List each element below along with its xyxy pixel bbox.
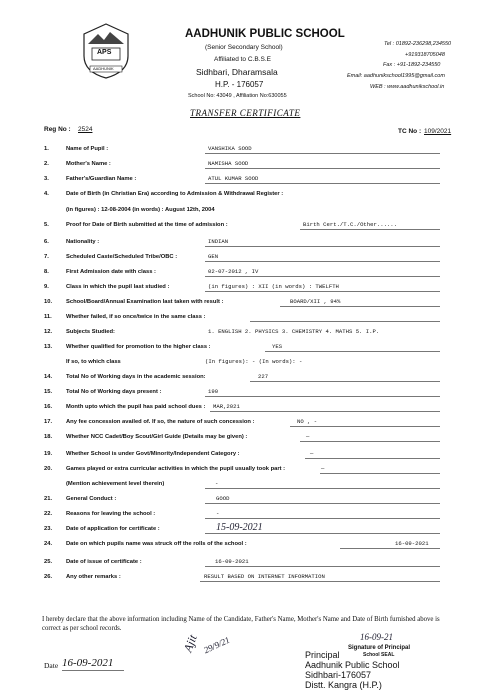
school-number: School No: 43049 , Affiliation No:630055 (188, 93, 287, 99)
row-underline (205, 488, 440, 489)
stamp-line-1: Principal (305, 650, 340, 660)
row-number: 17. (44, 419, 53, 425)
row-label: Name of Pupil : (66, 146, 109, 152)
school-pin: H.P. - 176057 (215, 80, 264, 89)
row-label: Date of Birth (in Christian Era) according to Admission & Withdrawal Register : (66, 191, 284, 197)
row-number: 4. (44, 191, 49, 197)
row-value: (in figures) : XII (in words) : TWELFTH (208, 283, 339, 290)
row-underline (265, 351, 440, 352)
row-number: 18. (44, 434, 53, 440)
row-value: 16-09-2021 (395, 540, 429, 547)
row-value: — (310, 450, 314, 457)
row-number: 24. (44, 541, 53, 547)
school-place: Sidhbari, Dharamsala (196, 67, 278, 77)
school-name: AADHUNIK PUBLIC SCHOOL (185, 28, 345, 40)
row-label: (in figures) : 12-08-2004 (in words) : August 12th, 2004 (66, 207, 215, 213)
row-underline (205, 533, 440, 534)
row-underline (300, 441, 440, 442)
date-underline (62, 670, 124, 671)
website: WEB : www.aadhunikschool.in (370, 84, 445, 90)
row-label: Scheduled Caste/Scheduled Tribe/OBC : (66, 254, 178, 260)
row-value: NAMISHA SOOD (208, 160, 249, 167)
row-number: 8. (44, 269, 49, 275)
row-label: Games played or extra curricular activities in which the pupil usually took part : (66, 466, 286, 472)
row-value: MAR,2021 (213, 403, 240, 410)
row-label: School/Board/Annual Examination last taken with result : (66, 299, 224, 305)
row-number: 19. (44, 451, 53, 457)
row-number: 3. (44, 176, 49, 182)
school-type: (Senior Secondary School) (205, 44, 283, 51)
row-number: 12. (44, 329, 53, 335)
row-label: Proof for Date of Birth submitted at the time of admission : (66, 222, 228, 228)
row-value: 227 (258, 373, 269, 380)
row-value: GEN (208, 253, 219, 260)
row-label: Father's/Guardian Name : (66, 176, 137, 182)
row-underline (205, 291, 440, 292)
seal-label: School SEAL (363, 652, 395, 658)
row-label: Date of application for certificate : (66, 526, 160, 532)
reg-number: 2524 (78, 126, 93, 133)
date-label: Date (44, 661, 59, 670)
row-underline (250, 321, 440, 322)
row-value: — (321, 465, 325, 472)
row-value: 1. ENGLISH 2. PHYSICS 3. CHEMISTRY 4. MATHS 5. I.P. (208, 328, 380, 335)
row-label: (Mention achievement level therein) (66, 481, 165, 487)
sign-initials: Ajit (180, 632, 200, 654)
row-number: 13. (44, 344, 53, 350)
row-value: 02-07-2012 , IV (208, 268, 259, 275)
row-value: Birth Cert./T.C./Other...... (303, 221, 397, 228)
row-number: 2. (44, 161, 49, 167)
row-label: Date on which pupils name was struck off the rolls of the school : (66, 541, 247, 547)
logo-text: APS (97, 49, 112, 56)
tel: Tel : 01892-236298,234550 (384, 41, 452, 47)
row-number: 9. (44, 284, 49, 290)
row-label: Total No of Working days in the academic session: (66, 374, 206, 380)
principal-signature: 16-09-21 (360, 632, 393, 642)
row-label: Whether failed, if so once/twice in the same class : (66, 314, 206, 320)
row-number: 7. (44, 254, 49, 260)
row-value: 15-09-2021 (216, 522, 263, 533)
row-number: 25. (44, 559, 53, 565)
row-underline (340, 548, 440, 549)
date-value: 16-09-2021 (62, 657, 114, 669)
row-label: Mother's Name : (66, 161, 111, 167)
stamp-line-2: Aadhunik Public School (305, 660, 400, 670)
row-value: RESULT BASED ON INTERNET INFORMATION (204, 573, 325, 580)
row-number: 26. (44, 574, 53, 580)
row-underline (305, 458, 440, 459)
row-label: Subjects Studied: (66, 329, 115, 335)
row-number: 22. (44, 511, 53, 517)
school-logo (80, 22, 132, 80)
row-label: Nationality : (66, 239, 100, 245)
row-value: BOARD/XII , 94% (290, 298, 341, 305)
row-label: General Conduct : (66, 496, 117, 502)
row-underline (205, 518, 440, 519)
row-value: NO , - (297, 418, 318, 425)
row-number: 20. (44, 466, 53, 472)
row-underline (300, 229, 440, 230)
sign-date: 29/9/21 (202, 634, 232, 656)
row-value: VANSHIKA SOOD (208, 145, 252, 152)
row-underline (250, 381, 440, 382)
row-number: 11. (44, 314, 52, 320)
row-label: Whether qualified for promotion to the higher class : (66, 344, 211, 350)
row-label: Any other remarks : (66, 574, 121, 580)
row-value: YES (272, 343, 283, 350)
tc-number: 109/2021 (424, 128, 452, 135)
row-label: Month upto which the pupil has paid school dues : (66, 404, 206, 410)
row-underline (205, 276, 440, 277)
fax: Fax : +91-1892-234550 (383, 62, 441, 68)
row-label: Any fee concession availed of. If so, the nature of such concession : (66, 419, 255, 425)
row-underline (290, 426, 440, 427)
declaration: I hereby declare that the above information including Name of the Candidate, Father's Name, Mother's Name and Date of Birth furnished above is correct as per school records. (42, 616, 440, 632)
row-underline (205, 246, 440, 247)
row-underline (280, 306, 440, 307)
signature-label: Signature of Principal (348, 645, 411, 651)
row-number: 15. (44, 389, 53, 395)
tc-label: TC No : (398, 128, 422, 135)
logo-caption: AADHUNIK (93, 66, 114, 71)
row-label: Date of issue of certificate : (66, 559, 142, 565)
row-value: INDIAN (208, 238, 229, 245)
reg-label: Reg No : (44, 126, 71, 133)
row-value: ATUL KUMAR SOOD (208, 175, 259, 182)
row-label: Class in which the pupil last studied : (66, 284, 170, 290)
mobile: +919318705048 (405, 52, 445, 58)
row-underline (205, 183, 440, 184)
stamp-line-4: Distt. Kangra (H.P.) (305, 680, 382, 690)
row-underline (200, 581, 440, 582)
certificate-title: TRANSFER CERTIFICATE (190, 108, 301, 118)
row-label: Whether NCC Cadet/Boy Scout/Girl Guide (Details may be given) : (66, 434, 248, 440)
row-underline (205, 261, 440, 262)
row-underline (205, 396, 440, 397)
row-value: - (215, 480, 219, 487)
school-affiliation: Affiliated to C.B.S.E (214, 56, 271, 63)
row-underline (205, 168, 440, 169)
row-number: 6. (44, 239, 49, 245)
stamp-line-3: Sidhbari-176057 (305, 670, 372, 680)
row-underline (205, 503, 440, 504)
row-label: Total No of Working days present : (66, 389, 162, 395)
row-number: 1. (44, 146, 49, 152)
row-number: 14. (44, 374, 53, 380)
row-number: 10. (44, 299, 53, 305)
row-value: 16-09-2021 (215, 558, 249, 565)
row-label: If so, to which class (66, 359, 121, 365)
row-number: 5. (44, 222, 49, 228)
row-number: 16. (44, 404, 53, 410)
row-label: Whether School is under Govt/Minority/Independent Category : (66, 451, 240, 457)
row-value: GOOD (216, 495, 230, 502)
row-underline (205, 153, 440, 154)
row-label: First Admission date with class : (66, 269, 156, 275)
row-value: (In figures): - (In words): - (205, 358, 303, 365)
row-underline (205, 566, 440, 567)
row-underline (210, 411, 440, 412)
row-label: Reasons for leaving the school : (66, 511, 156, 517)
row-number: 21. (44, 496, 53, 502)
row-underline (320, 473, 440, 474)
email: Email: aadhunikschool1995@gmail.com (347, 73, 445, 79)
row-value: 190 (208, 388, 219, 395)
row-value: - (216, 510, 220, 517)
row-number: 23. (44, 526, 53, 532)
row-value: — (306, 433, 310, 440)
